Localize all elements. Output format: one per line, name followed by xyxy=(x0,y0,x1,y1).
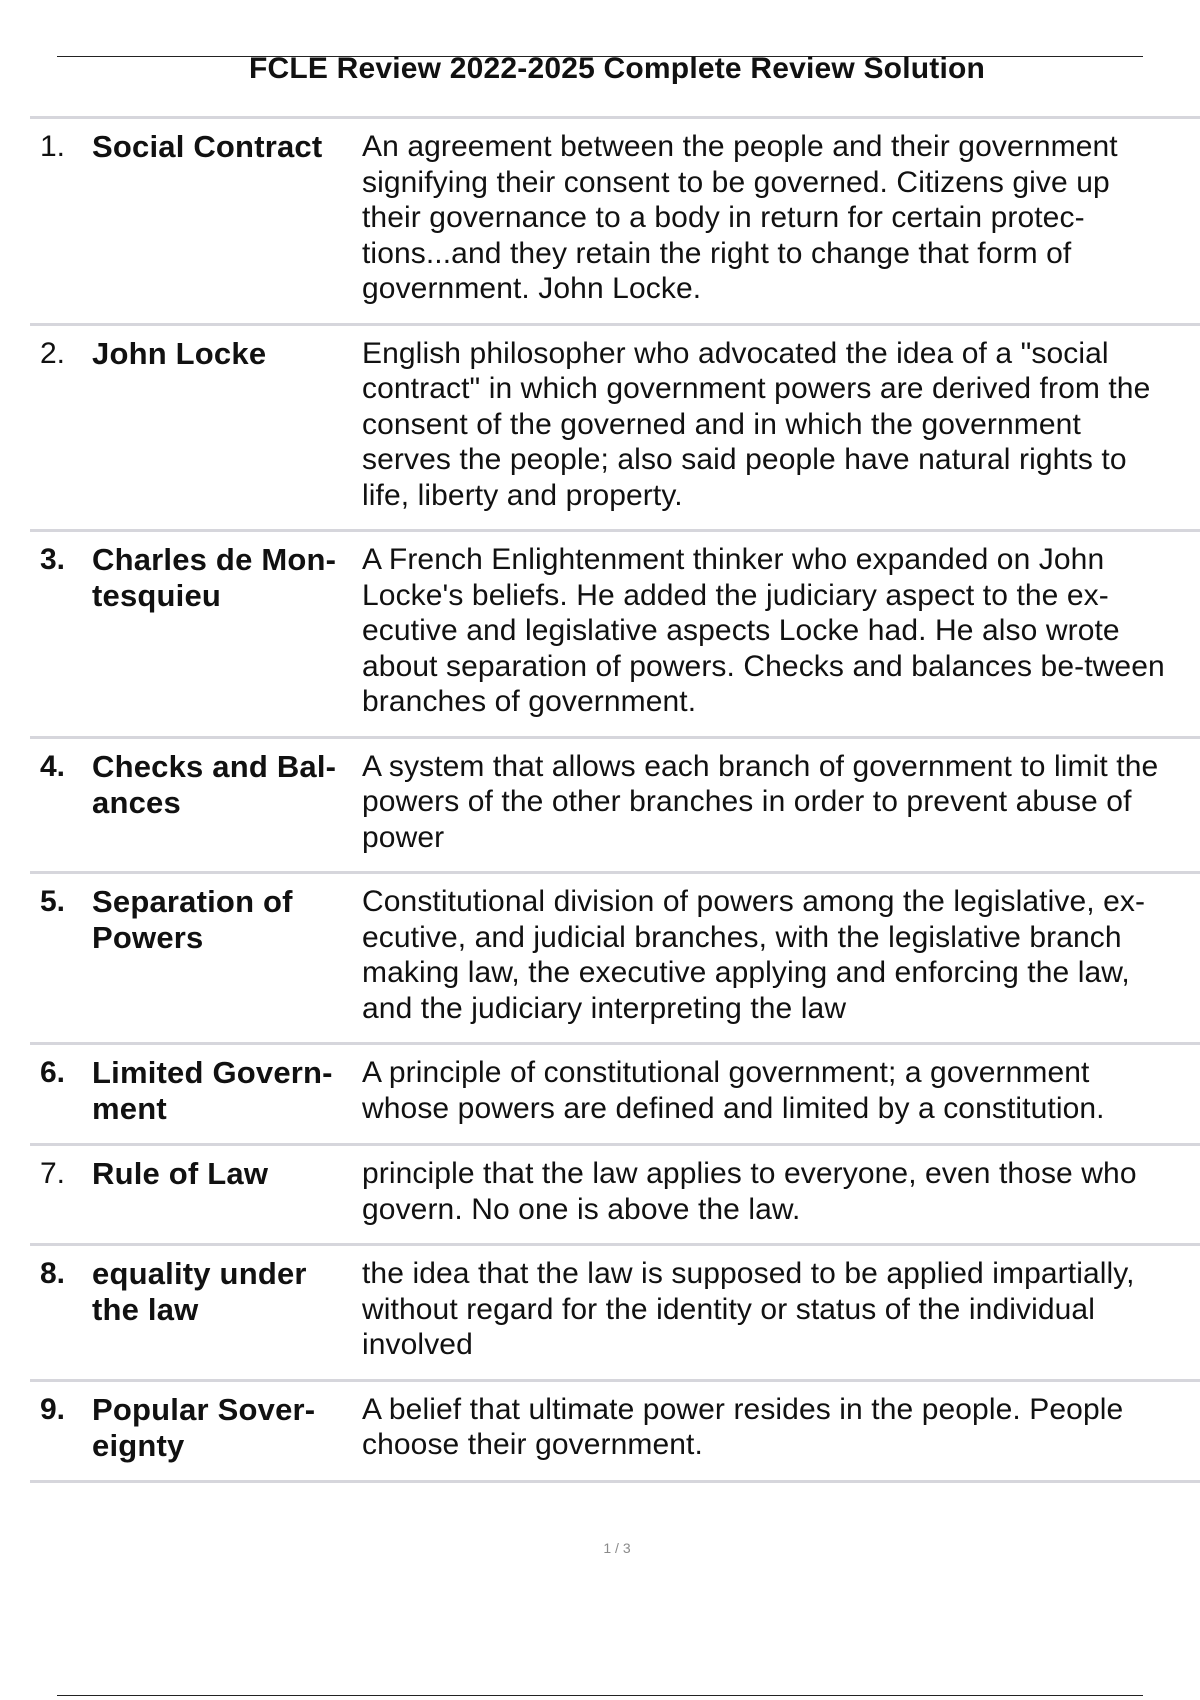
term-definition: principle that the law applies to everyone, even those who govern. No one is above the law. xyxy=(362,1157,1137,1226)
term-definition: A French Enlightenment thinker who expanded on John Locke's beliefs. He added the judiciary aspect to the ex-ecutive and legislative aspects Locke had. He also wrote about separation of powers. Checks and balances be-tween branches of government. xyxy=(362,543,1165,718)
term-row xyxy=(30,739,1200,875)
term-name: equality under the law xyxy=(92,1256,307,1327)
term-name: Charles de Mon-tesquieu xyxy=(92,542,337,613)
term-number: 8. xyxy=(40,1257,66,1290)
page-indicator: 1 / 3 xyxy=(603,1540,631,1556)
term-row xyxy=(30,1382,1200,1483)
term-definition: An agreement between the people and their government signifying their consent to be governed. Citizens give up their governance to a body in return for certain protec-tions...and they retain the right to change that form of government. John Locke. xyxy=(362,130,1118,305)
term-name: Limited Govern-ment xyxy=(92,1055,333,1126)
term-row xyxy=(30,874,1200,1045)
term-number: 7. xyxy=(40,1157,66,1190)
term-number: 9. xyxy=(40,1392,66,1426)
term-row xyxy=(30,532,1200,739)
term-definition: A belief that ultimate power resides in the people. People choose their government. xyxy=(362,1392,1124,1461)
term-number: 1. xyxy=(40,130,66,163)
term-definition: English philosopher who advocated the idea of a "social contract" in which government powers are derived from the consent of the governed and in which the government serves the people; also said people have natural rights to life, liberty and property. xyxy=(362,336,1151,512)
term-name: Separation of Powers xyxy=(92,884,293,955)
term-row xyxy=(30,1146,1200,1246)
term-number: 3. xyxy=(40,543,66,576)
term-definition: Constitutional division of powers among the legislative, ex-ecutive, and judicial branches, with the legislative branch making law, the executive applying and enforcing the law, and the judiciary interpreting the law xyxy=(362,885,1146,1025)
term-row xyxy=(30,1246,1200,1382)
term-number: 5. xyxy=(40,885,66,918)
term-name: Popular Sover-eignty xyxy=(92,1391,316,1463)
term-row xyxy=(30,326,1200,533)
term-definition: A principle of constitutional government; a government whose powers are defined and limited by a constitution. xyxy=(362,1056,1105,1125)
term-row xyxy=(30,119,1200,326)
term-definition: A system that allows each branch of government to limit the powers of the other branches in order to prevent abuse of power xyxy=(362,749,1159,854)
term-name: Social Contract xyxy=(92,129,323,164)
term-row xyxy=(30,1045,1200,1146)
term-number: 6. xyxy=(40,1056,66,1089)
term-name: Rule of Law xyxy=(92,1156,269,1191)
term-name: Checks and Bal-ances xyxy=(92,748,337,820)
term-number: 4. xyxy=(40,749,66,783)
term-number: 2. xyxy=(40,336,66,370)
term-definition: the idea that the law is supposed to be applied impartially, without regard for the identity or status of the individual involved xyxy=(362,1257,1135,1361)
document-title: FCLE Review 2022-2025 Complete Review Solution xyxy=(248,52,986,85)
terms-table xyxy=(30,116,1200,1483)
footer-rule xyxy=(57,1695,1143,1696)
term-name: John Locke xyxy=(92,335,267,371)
